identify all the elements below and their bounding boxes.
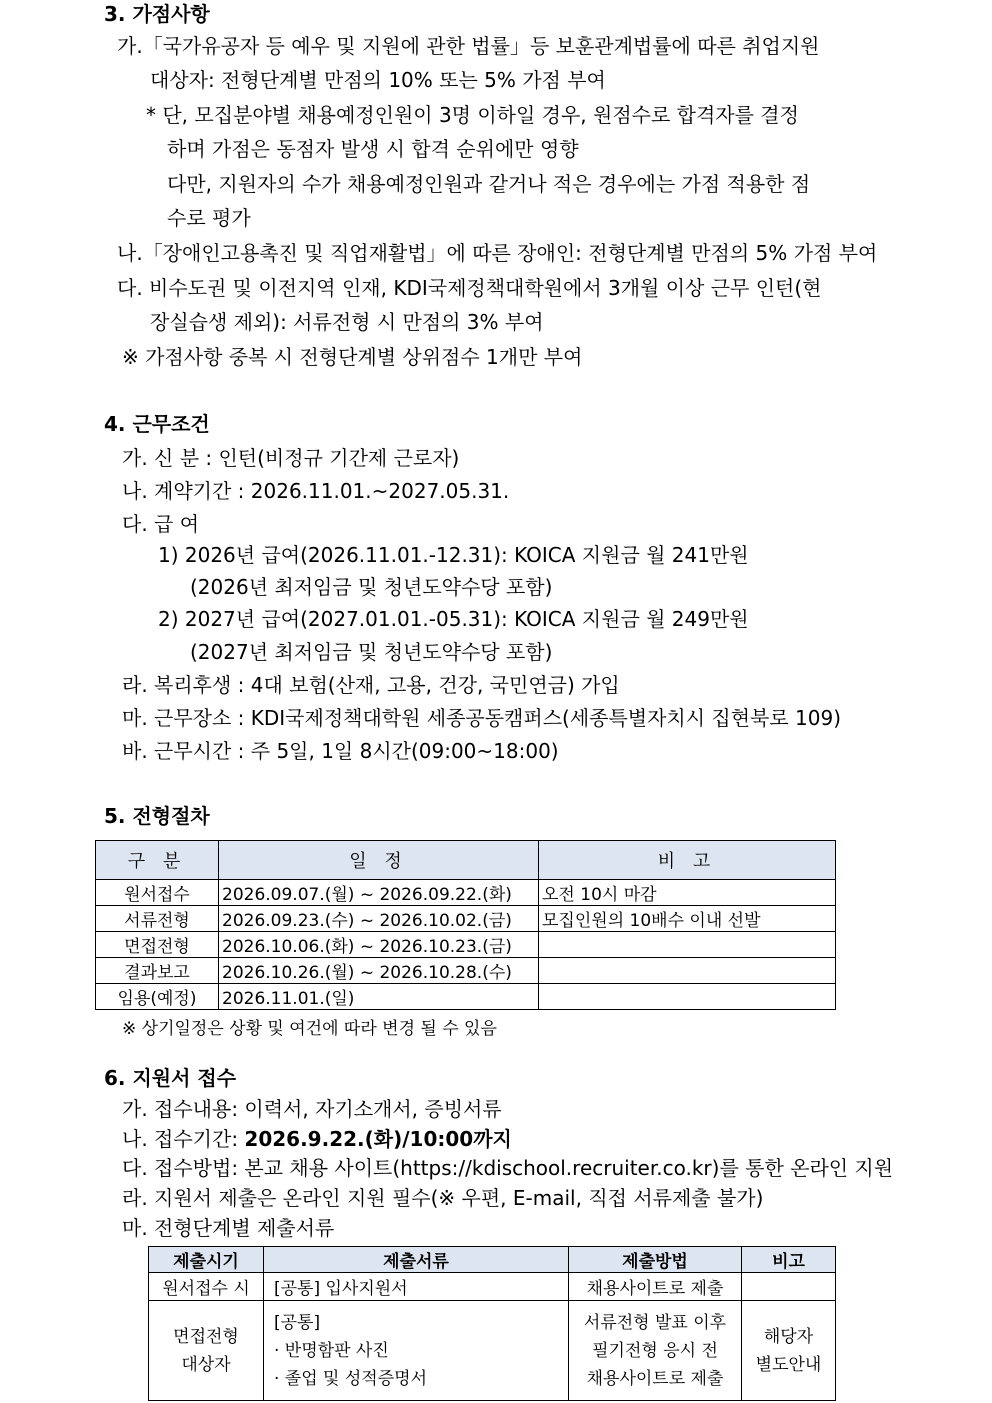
schedule-header-row xyxy=(96,841,836,880)
section-5-title: 5. 전형절차 xyxy=(104,804,210,828)
s4-work-place: 마. 근무장소 : KDI국제정책대학원 세종공동캠퍼스(세종특별자치시 집현북로 109) xyxy=(122,706,842,730)
documents-table xyxy=(148,1246,836,1401)
table-row xyxy=(149,1301,836,1401)
documents-header-docs: 제출서류 xyxy=(264,1247,569,1273)
schedule-note: ※ 상기일정은 상황 및 여건에 따라 변경 될 수 있음 xyxy=(122,1019,497,1039)
s6-period-label: 나. 접수기간: xyxy=(122,1127,245,1151)
schedule-cell: 2026.10.06.(화) ~ 2026.10.23.(금) xyxy=(219,932,539,958)
documents-cell xyxy=(569,1301,742,1401)
schedule-header-category: 구 분 xyxy=(96,841,219,880)
s3-reference-note: ※ 가점사항 중복 시 전형단계별 상위점수 1개만 부여 xyxy=(122,345,583,369)
s3-note-line3: 다만, 지원자의 수가 채용예정인원과 같거나 적은 경우에는 가점 적용한 점 xyxy=(167,172,811,196)
s4-pay-2027-note: (2027년 최저임금 및 청년도약수당 포함) xyxy=(190,640,553,664)
schedule-cell: 오전 10시 마감 xyxy=(539,880,836,906)
s6-method: 다. 접수방법: 본교 채용 사이트(https://kdischool.recruiter.co.kr)를 통한 온라인 지원 xyxy=(122,1156,894,1180)
schedule-cell: 모집인원의 10배수 이내 선발 xyxy=(539,906,836,932)
schedule-cell xyxy=(539,958,836,984)
s3-item-da-line2: 장실습생 제외): 서류전형 시 만점의 3% 부여 xyxy=(150,310,544,334)
schedule-header-remarks: 비 고 xyxy=(539,841,836,880)
schedule-cell: 2026.11.01.(일) xyxy=(219,984,539,1010)
documents-header-when: 제출시기 xyxy=(149,1247,264,1273)
s4-work-hours: 바. 근무시간 : 주 5일, 1일 8시간(09:00~18:00) xyxy=(122,739,559,763)
table-row xyxy=(96,906,836,932)
documents-cell: 채용사이트로 제출 xyxy=(569,1273,742,1301)
s3-item-da-line1: 다. 비수도권 및 이전지역 인재, KDI국제정책대학원에서 3개월 이상 근무 인턴(현 xyxy=(117,276,822,300)
s4-contract-period: 나. 계약기간 : 2026.11.01.~2027.05.31. xyxy=(122,479,510,503)
documents-cell-line: 필기전형 응시 전 xyxy=(592,1340,718,1361)
schedule-cell: 2026.10.26.(월) ~ 2026.10.28.(수) xyxy=(219,958,539,984)
documents-cell-line: [공통] xyxy=(274,1312,321,1333)
s3-note-line1: * 단, 모집분야별 채용예정인원이 3명 이하일 경우, 원점수로 합격자를 결정 xyxy=(146,103,799,127)
s3-note-line2: 하며 가점은 동점자 발생 시 합격 순위에만 영향 xyxy=(167,137,579,161)
s6-period-deadline: 2026.9.22.(화)/10:00까지 xyxy=(244,1127,512,1151)
section-4-title: 4. 근무조건 xyxy=(104,412,210,436)
s3-item-ga-line1: 가.「국가유공자 등 예우 및 지원에 관한 법률」등 보훈관계법률에 따른 취업지원 xyxy=(117,34,820,58)
schedule-cell xyxy=(539,932,836,958)
section-6-title: 6. 지원서 접수 xyxy=(104,1066,237,1090)
table-row xyxy=(96,932,836,958)
documents-cell-line: · 반명함판 사진 xyxy=(274,1340,389,1361)
s3-note-line4: 수로 평가 xyxy=(167,206,251,230)
schedule-cell: 2026.09.07.(월) ~ 2026.09.22.(화) xyxy=(219,880,539,906)
schedule-cell: 원서접수 xyxy=(96,880,219,906)
documents-cell xyxy=(742,1273,836,1301)
schedule-cell: 임용(예정) xyxy=(96,984,219,1010)
table-row xyxy=(96,958,836,984)
documents-cell xyxy=(264,1301,569,1401)
table-row xyxy=(96,880,836,906)
s6-period xyxy=(122,1129,512,1149)
table-row xyxy=(96,984,836,1010)
documents-cell-line: · 졸업 및 성적증명서 xyxy=(274,1368,427,1389)
schedule-cell: 서류전형 xyxy=(96,906,219,932)
schedule-table xyxy=(95,840,836,1010)
s4-pay-heading: 다. 급 여 xyxy=(122,512,200,536)
s4-benefits: 라. 복리후생 : 4대 보험(산재, 고용, 건강, 국민연금) 가입 xyxy=(122,673,620,697)
documents-cell-line: 별도안내 xyxy=(755,1354,822,1375)
s3-item-na: 나.「장애인고용촉진 및 직업재활법」에 따른 장애인: 전형단계별 만점의 5% 가점 부여 xyxy=(117,241,878,265)
documents-cell: 원서접수 시 xyxy=(149,1273,264,1301)
schedule-cell xyxy=(539,984,836,1010)
documents-cell: [공통] 입사지원서 xyxy=(264,1273,569,1301)
s4-status: 가. 신 분 : 인턴(비정규 기간제 근로자) xyxy=(122,446,460,470)
documents-cell-line: 면접전형 xyxy=(173,1326,239,1347)
documents-cell-line: 서류전형 발표 이후 xyxy=(583,1312,727,1333)
documents-header-row xyxy=(149,1247,836,1273)
section-3-title: 3. 가점사항 xyxy=(104,2,210,26)
s4-pay-2027: 2) 2027년 급여(2027.01.01.-05.31): KOICA 지원금 월 249만원 xyxy=(158,607,749,631)
s6-online-required: 라. 지원서 제출은 온라인 지원 필수(※ 우편, E-mail, 직접 서류제출 불가) xyxy=(122,1186,764,1210)
documents-cell xyxy=(149,1301,264,1401)
schedule-cell: 면접전형 xyxy=(96,932,219,958)
documents-cell-line: 대상자 xyxy=(181,1354,231,1375)
documents-header-method: 제출방법 xyxy=(569,1247,742,1273)
schedule-header-dates: 일 정 xyxy=(219,841,539,880)
documents-header-note: 비고 xyxy=(742,1247,836,1273)
s4-pay-2026-note: (2026년 최저임금 및 청년도약수당 포함) xyxy=(190,575,553,599)
s3-item-ga-line2: 대상자: 전형단계별 만점의 10% 또는 5% 가점 부여 xyxy=(150,68,606,92)
s4-pay-2026: 1) 2026년 급여(2026.11.01.-12.31): KOICA 지원금 월 241만원 xyxy=(158,543,749,567)
table-row xyxy=(149,1273,836,1301)
documents-cell-line: 채용사이트로 제출 xyxy=(586,1368,724,1389)
s6-contents: 가. 접수내용: 이력서, 자기소개서, 증빙서류 xyxy=(122,1097,502,1121)
documents-cell xyxy=(742,1301,836,1401)
schedule-cell: 결과보고 xyxy=(96,958,219,984)
s6-documents-heading: 마. 전형단계별 제출서류 xyxy=(122,1216,335,1240)
documents-cell-line: 해당자 xyxy=(763,1326,814,1347)
schedule-cell: 2026.09.23.(수) ~ 2026.10.02.(금) xyxy=(219,906,539,932)
